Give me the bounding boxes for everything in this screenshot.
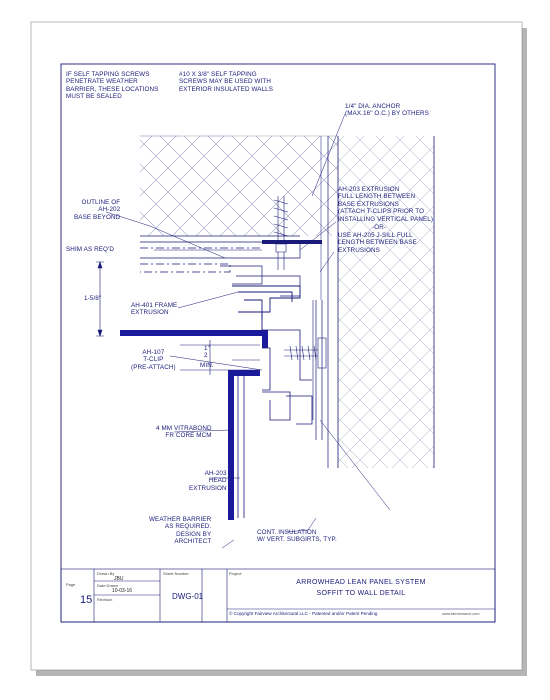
revision-label: Revision: [97, 597, 113, 602]
title-line-1: ARROWHEAD LEAN PANEL SYSTEM: [296, 579, 426, 586]
website-link[interactable]: www.fairviewarch.com: [442, 612, 480, 616]
note-extrusion-203: AH-203 EXTRUSION FULL LENGTH BETWEEN BASE EXTRUSIONS (ATTACH T-CLIPS PRIOR TO INSTALLING VERTICAL PANEL): [338, 186, 434, 223]
note-tclip-107: AH-107 T-CLIP (PRE-ATTACH): [131, 349, 176, 371]
dim-half-min: MIN.: [200, 362, 214, 369]
page-label: Page: [66, 582, 76, 587]
sheet-number: DWG-01: [172, 592, 204, 601]
shim: [262, 240, 322, 244]
note-or: -OR-: [372, 224, 387, 231]
copyright: © Copyright Fairview Architectural LLC - Patented and/or Patent Pending: [229, 611, 378, 616]
note-screws: #10 X 3/8" SELF TAPPING SCREWS MAY BE USED WITH EXTERIOR INSULATED WALLS: [179, 71, 274, 93]
note-frame-401: AH-401 FRAME EXTRUSION: [131, 302, 178, 317]
dim-half-den: 2: [204, 352, 208, 359]
date: 10-03-16: [112, 588, 133, 594]
note-insulation: CONT. INSULATION W/ VERT. SUBGIRTS, TYP.: [257, 529, 337, 544]
note-outline-202: OUTLINE OF AH-202 BASE BEYOND: [74, 199, 121, 221]
note-use-205: USE AH-205 J-SILL FULL LENGTH BETWEEN BASE EXTRUSIONS: [338, 232, 417, 254]
page-number: 15: [80, 594, 93, 606]
title-line-2: SOFFIT TO WALL DETAIL: [316, 590, 406, 597]
note-weather-barrier: WEATHER BARRIER AS REQUIRED. DESIGN BY ARCHITECT: [149, 516, 212, 546]
drawn-by: JBU: [114, 576, 124, 582]
drawn-by-label: Drawn By: [97, 571, 115, 576]
note-shim: SHIM AS REQ'D: [66, 246, 114, 253]
sheet-number-label: Sheet Number: [163, 571, 189, 576]
project-label: Project: [229, 571, 242, 576]
note-self-tapping: IF SELF TAPPING SCREWS PENETRATE WEATHER BARRIER, THESE LOCATIONS MUST BE SEALED: [66, 71, 159, 101]
dim-half-num: 1": [204, 345, 210, 352]
note-head-203: AH-203 HEAD EXTRUSION: [189, 470, 227, 492]
note-vitrabond: 4 MM VITRABOND FR CORE MCM: [156, 425, 212, 440]
note-anchor: 1/4" DIA. ANCHOR (MAX.16" O.C.) BY OTHERS: [345, 103, 429, 118]
soffit-substrate: [140, 136, 338, 236]
dim-1-5-8-label: 1-5/8": [84, 295, 102, 302]
date-label: Date Drawn: [97, 583, 119, 588]
